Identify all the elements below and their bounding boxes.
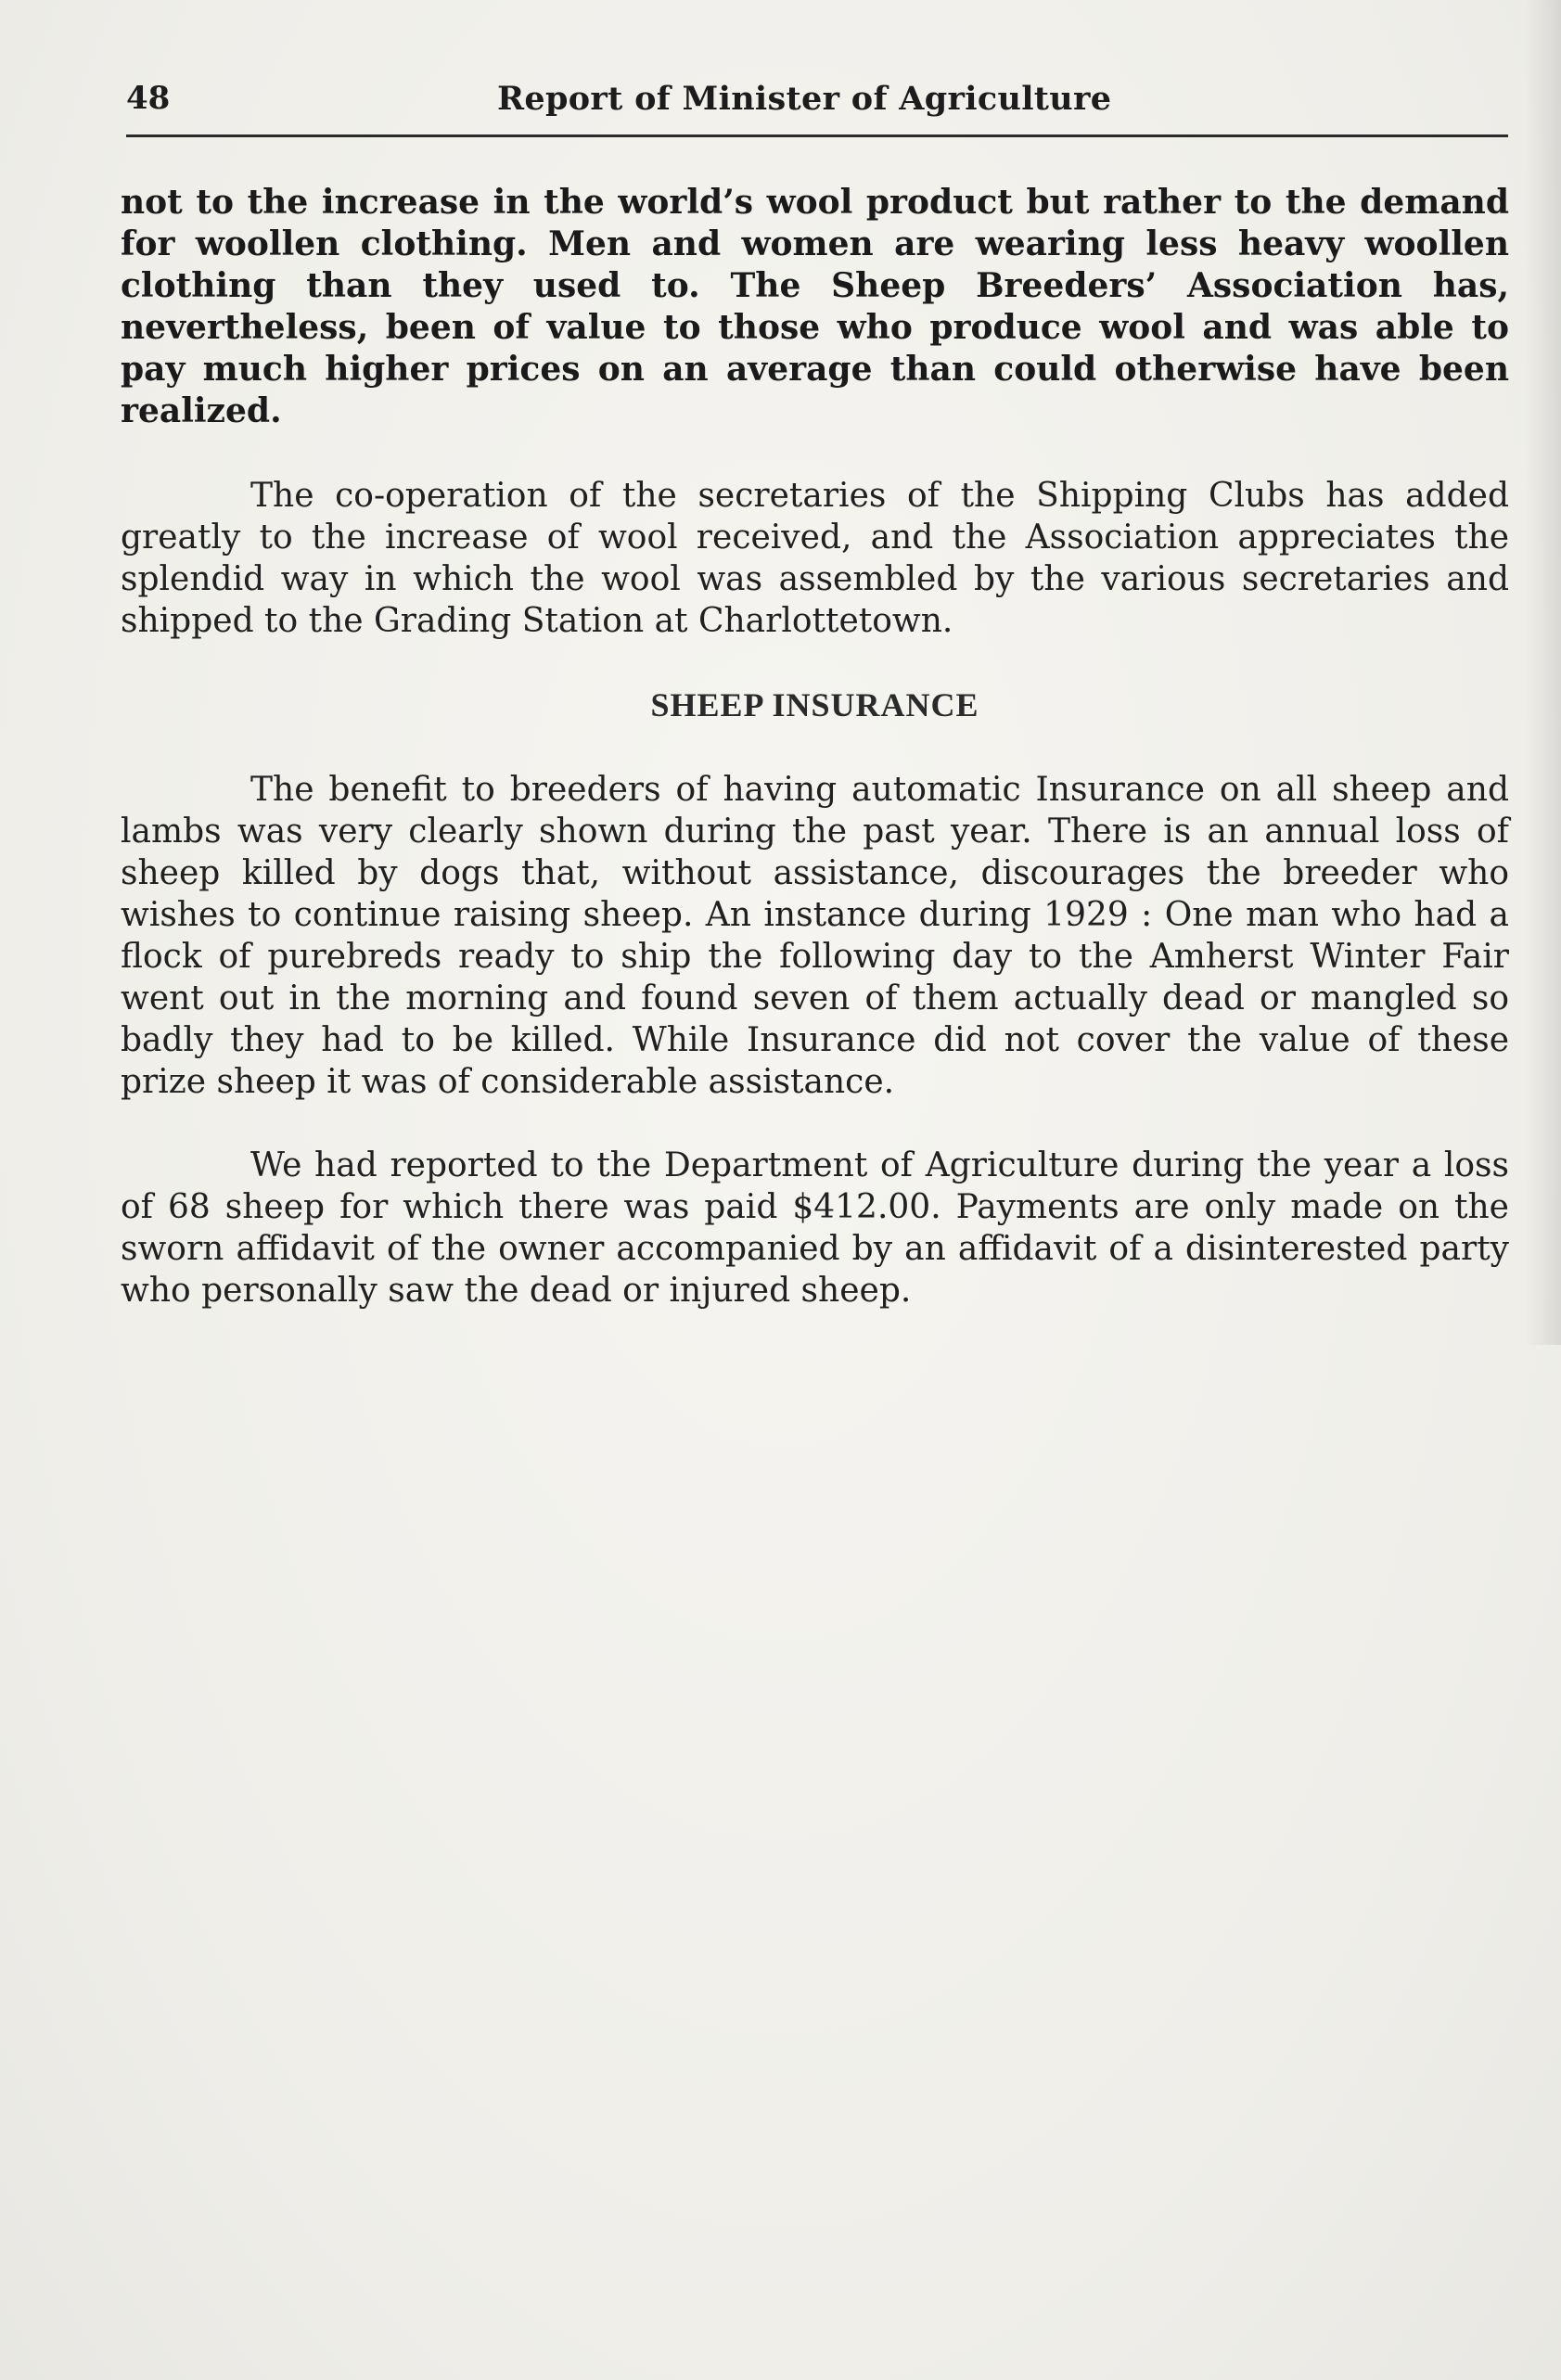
body-text [121,182,1509,1312]
paragraph-insurance-benefit: The benefit to breeders of having automatic Insurance on all sheep and lambs was very clearly shown during the past year. There is an annual loss of sheep killed by dogs that, without assistance, discourages the breeder who wishes to continue raising sheep. An instance during 1929 : One man who had a flock of purebreds ready to ship the following day to the Amherst Winter Fair went out in the morning and found seven of them actually dead or mangled so badly they had to be killed. While Insurance did not cover the value of these prize sheep it was of considerable assistance. [121,771,1509,1101]
running-title: Report of Minister of Agriculture [497,80,1112,118]
paragraph-continuation: not to the increase in the world’s wool product but rather to the demand for woollen clothing. Men and women are wearing less heavy woollen clothing than they used to. The Sheep Breeders’ Association has, nevertheless, been of value to those who produce wool and was able to pay much higher prices on an average than could otherwise have been realized. [121,183,1509,430]
page-edge-shadow [1526,0,1561,1345]
section-heading: SHEEP INSURANCE [650,686,979,723]
page-number: 48 [126,80,171,117]
header-rule [126,134,1508,137]
paragraph-shipping-clubs: The co-operation of the secretaries of the Shipping Clubs has added greatly to the increase of wool received, and the Association appreciates the splendid way in which the wool was assembled by the various secretaries and shipped to the Grading Station at Charlottetown. [121,477,1509,640]
paragraph-losses-reported: We had reported to the Department of Agriculture during the year a loss of 68 sheep for which there was paid $412.00. Payments are only made on the sworn affidavit of the owner accompanied by an affidavit of a disinterested party who personally saw the dead or injured sheep. [121,1146,1509,1310]
page-header [126,80,1506,130]
